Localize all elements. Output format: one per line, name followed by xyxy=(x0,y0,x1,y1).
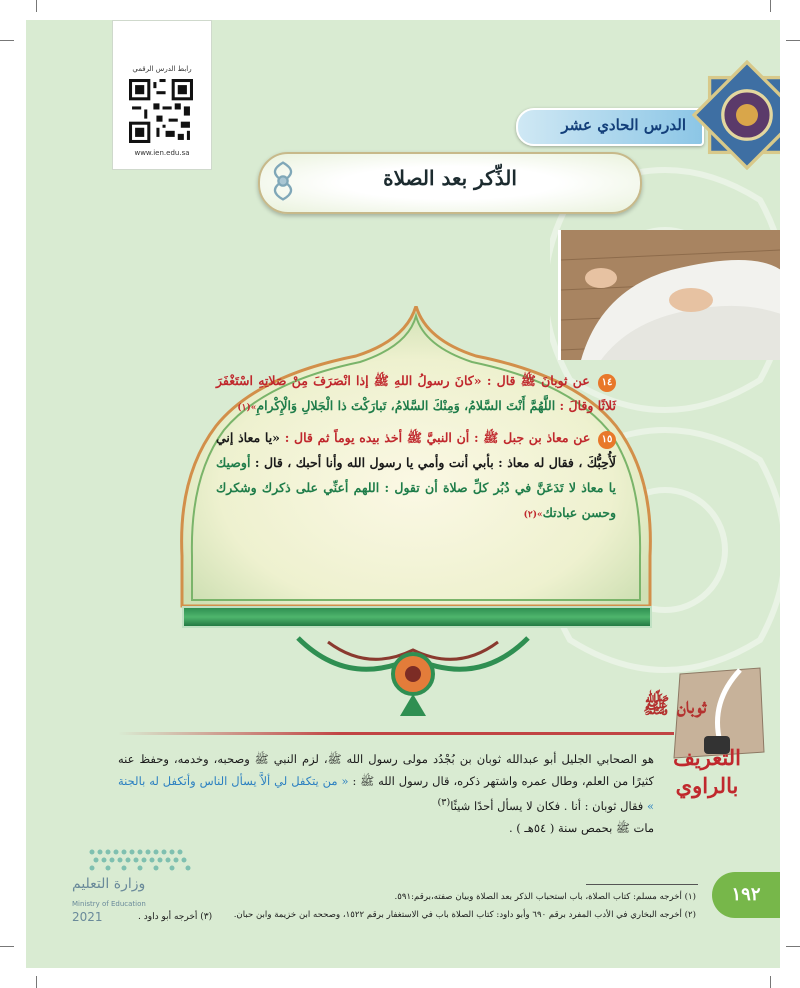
hadith-body xyxy=(216,368,616,528)
ministry-logo-icon xyxy=(84,846,204,872)
narrator-biography xyxy=(118,748,654,839)
crop-mark xyxy=(36,976,37,988)
hadith-text: «كانَ رسولُ اللهِ ﷺ إذا انْصَرَفَ مِنْ صَلاتِهِ اسْتَغْفَرَ ثَلاثًا وقالَ : xyxy=(216,373,616,413)
lesson-title-banner xyxy=(258,152,642,214)
hadith-15 xyxy=(216,425,616,528)
crop-mark xyxy=(786,946,800,947)
crop-mark xyxy=(770,0,771,12)
narrator-name: ثوبان ﷺ xyxy=(642,693,706,719)
hadith-narrator: عن ثوبانَ ﷺ قال : xyxy=(486,373,590,388)
crop-mark xyxy=(36,0,37,12)
hadith-quote: اللَّهُمَّ أَنْتَ السَّلامُ، وَمِنْكَ السَّلامُ، تَبارَكْتَ ذا الْجَلالِ وَالْإِكْرامِ xyxy=(256,398,556,413)
crop-mark xyxy=(786,40,800,41)
hadith-quote: أوصيك يا معاذ لا تَدَعَنَّ في دُبُر كلِّ صلاة أن تقول : اللهم أعنِّي على ذكرك وشكرك وحسن عبادتك xyxy=(216,455,616,520)
bio-ref: (٣) xyxy=(437,797,451,808)
footnote-divider xyxy=(586,884,698,885)
lesson-banner xyxy=(516,108,704,146)
hadith-ref: »(٢) xyxy=(523,510,543,520)
islamic-star-ornament-icon xyxy=(692,60,780,170)
crop-mark xyxy=(0,40,14,41)
lesson-title: الذِّكر بعد الصلاة xyxy=(383,166,517,190)
footnote: (٢) أخرجه البخاري في الأدب المفرد برقم ٦٩٠ وأبو داود: كتاب الصلاة باب في الاستغفار برقم ١٥٢٢، وصححه ابن خزيمة وابن حبان. xyxy=(233,910,696,920)
side-heading-line: التعريف xyxy=(673,745,741,770)
hadith-text: «يا معاذ إني لَأُحِبُّكَ ، فقال له معاذ : بأبي أنت وأمي يا رسول الله وأنا أحبك ، قال : xyxy=(216,430,616,470)
qr-label: رابط الدرس الرقمي xyxy=(132,65,192,73)
arabesque-ornament-icon xyxy=(288,628,538,718)
bio-death: مات ﷺ بحمص سنة ( ٥٤هـ ) . xyxy=(508,820,654,835)
ministry-name-english: Ministry of Education xyxy=(72,900,146,908)
hadith-ref: »(١) xyxy=(237,403,257,413)
footnote: (٣) أخرجه أبو داود . xyxy=(138,912,213,922)
ministry-name-arabic: وزارة التعليم xyxy=(72,876,146,892)
crop-mark xyxy=(0,946,14,947)
footnotes xyxy=(176,888,696,924)
bio-quote: « من يتكفل لي ألاَّ يسأل الناس وأتكفل له بالجنة » xyxy=(118,774,654,813)
qr-code-box[interactable] xyxy=(112,20,212,170)
side-heading-line: بالراوي xyxy=(675,773,739,798)
ministry-year: 2021 xyxy=(72,910,103,924)
page-number: ١٩٢ xyxy=(712,872,780,918)
qr-code-icon[interactable] xyxy=(129,79,193,143)
hadith-number-badge: ١٥ xyxy=(598,431,616,449)
lesson-label: الدرس الحادي عشر xyxy=(561,116,686,134)
textbook-page xyxy=(26,20,780,968)
floral-ornament-icon xyxy=(260,158,306,204)
narrator-divider xyxy=(118,732,674,735)
green-divider-bar xyxy=(182,606,652,628)
qr-url: www.ien.edu.sa xyxy=(134,149,190,157)
hadith-14 xyxy=(216,368,616,421)
crop-mark xyxy=(770,976,771,988)
narrator-section-heading xyxy=(662,744,752,800)
hadith-number-badge: ١٤ xyxy=(598,374,616,392)
bio-text: هو الصحابي الجليل أبو عبدالله ثوبان بن بُجْدُد مولى رسول الله ﷺ، لزم النبي ﷺ وصحبه، وخدمه، وحفظ عنه كثيرًا من العلم، وطال عمره واشتهر ذكره، قال رسول الله ﷺ : xyxy=(118,752,654,788)
bio-text: فقال ثوبان : أنا . فكان لا يسأل أحدًا شيئًا xyxy=(450,798,644,813)
footnote: (١) أخرجه مسلم: كتاب الصلاة، باب استحباب الذكر بعد الصلاة وبيان صفته،برقم:٥٩١. xyxy=(394,892,696,902)
hadith-narrator: عن معاذ بن جبل ﷺ : أن النبيَّ ﷺ أخذ بيده يوماً ثم قال : xyxy=(284,430,591,445)
